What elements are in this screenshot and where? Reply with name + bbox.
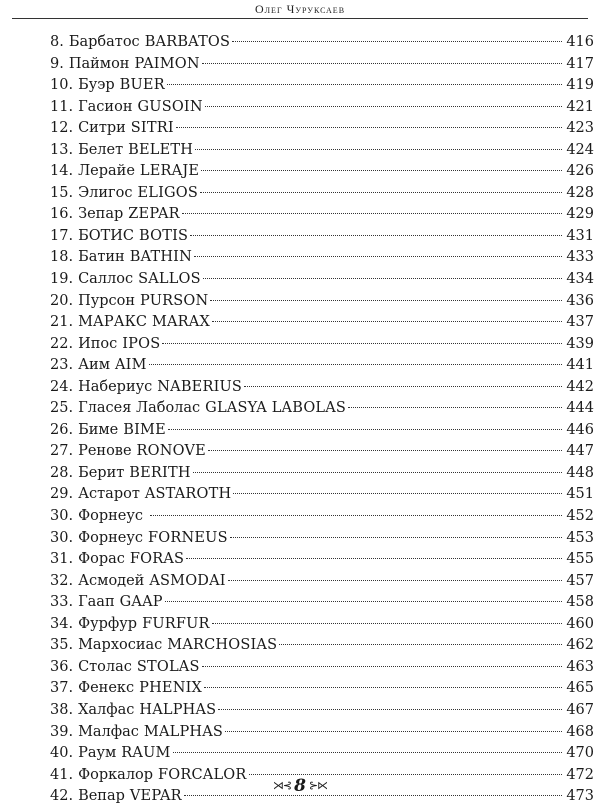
entry-number: 41. (50, 766, 74, 783)
entry-title-ru: Ипос (78, 335, 118, 352)
entry-page-number: 457 (566, 572, 594, 589)
dot-leader (210, 300, 562, 301)
entry-number: 15. (50, 184, 74, 201)
entry-page-number: 452 (566, 508, 594, 525)
dot-leader (233, 493, 562, 494)
entry-title-latin: IPOS (122, 335, 161, 352)
entry-title-ru: Ренове (78, 443, 132, 460)
toc-entry (50, 614, 594, 636)
entry-title-latin: MARCHOSIAS (167, 637, 278, 654)
entry-title-latin: ELIGOS (137, 184, 199, 201)
entry-title-ru: Пурсон (78, 292, 136, 309)
entry-title-ru: Асмодей (78, 572, 145, 589)
entry-page-number: 451 (566, 486, 594, 503)
toc-entry (50, 571, 594, 593)
entry-title-ru: Батин (78, 249, 125, 266)
dot-leader (195, 149, 562, 150)
dot-leader (165, 601, 562, 602)
dot-leader (279, 644, 562, 645)
entry-page-number: 423 (566, 120, 594, 137)
entry-page-number: 433 (566, 249, 594, 266)
entry-page-number: 437 (566, 314, 594, 331)
entry-page-number: 470 (566, 745, 594, 762)
dot-leader (218, 709, 562, 710)
entry-number: 34. (50, 615, 74, 632)
toc-entry (50, 226, 594, 248)
entry-number: 37. (50, 680, 74, 697)
entry-title-ru: Берит (78, 464, 125, 481)
entry-title-ru: Гаап (78, 594, 115, 611)
toc-entry (50, 484, 594, 506)
entry-title-latin: FURFUR (142, 615, 210, 632)
entry-title-ru: Фенекс (78, 680, 135, 697)
entry-page-number: 431 (566, 227, 594, 244)
entry-title-latin: BIME (123, 421, 166, 438)
entry-number: 8. (50, 34, 64, 50)
entry-title-ru: Лерайе (78, 163, 135, 180)
entry-number: 27. (50, 443, 74, 460)
entry-title-latin: BUER (119, 77, 165, 94)
entry-number: 14. (50, 163, 74, 180)
toc-entry (50, 722, 594, 744)
entry-page-number: 462 (566, 637, 594, 654)
entry-title-ru: Элигос (78, 184, 133, 201)
entry-number: 12. (50, 120, 74, 137)
dot-leader (244, 386, 562, 387)
toc-entry (50, 32, 594, 54)
entry-title-ru: Белет (78, 141, 124, 158)
toc-entry (50, 355, 594, 377)
dot-leader (202, 63, 562, 64)
entry-title-ru: Вепар (78, 788, 125, 805)
toc-entry (50, 54, 594, 76)
dot-leader (249, 774, 562, 775)
entry-title-latin: RONOVE (136, 443, 206, 460)
dot-leader (162, 343, 562, 344)
entry-title-latin: PAIMON (134, 55, 200, 72)
entry-title-ru: Гласея Лаболас (78, 400, 201, 417)
toc-entry (50, 97, 594, 119)
dot-leader (201, 170, 562, 171)
entry-title-latin: FORAS (129, 551, 185, 568)
entry-title-ru: Форнеус (78, 529, 144, 546)
entry-page-number: 434 (566, 271, 594, 288)
entry-page-number: 439 (566, 335, 594, 352)
toc-entry (50, 592, 594, 614)
entry-page-number: 441 (566, 357, 594, 374)
toc-entry (50, 420, 594, 442)
toc-entry (50, 183, 594, 205)
dot-leader (203, 278, 562, 279)
entry-number: 33. (50, 594, 74, 611)
entry-number: 40. (50, 745, 74, 762)
dot-leader (230, 537, 562, 538)
toc-entry (50, 657, 594, 679)
entry-page-number: 455 (566, 551, 594, 568)
entry-title-latin: BOTIS (139, 227, 189, 244)
entry-page-number: 416 (566, 34, 594, 50)
dot-leader (186, 558, 562, 559)
entry-number: 30. (50, 508, 74, 525)
entry-title-latin: FORNEUS (148, 529, 228, 546)
toc-entry (50, 75, 594, 97)
entry-title-latin: HALPHAS (139, 701, 217, 718)
dot-leader (225, 731, 562, 732)
entry-page-number: 472 (566, 766, 594, 783)
entry-number: 11. (50, 98, 74, 115)
page-footer (0, 776, 600, 796)
toc-entry (50, 247, 594, 269)
entry-number: 21. (50, 314, 74, 331)
entry-number: 17. (50, 227, 74, 244)
entry-title-latin: ZEPAR (128, 206, 180, 223)
dot-leader (190, 235, 562, 236)
dot-leader (149, 364, 562, 365)
entry-number: 30. (50, 529, 74, 546)
entry-page-number: 463 (566, 658, 594, 675)
entry-number: 39. (50, 723, 74, 740)
entry-title-ru: Саллос (78, 271, 134, 288)
entry-title-latin: VEPAR (129, 788, 182, 805)
entry-page-number: 465 (566, 680, 594, 697)
entry-number: 19. (50, 271, 74, 288)
dot-leader (202, 666, 562, 667)
toc-entry (50, 463, 594, 485)
dot-leader (193, 472, 562, 473)
page-number: 8 (294, 776, 306, 796)
toc-entry (50, 743, 594, 765)
toc-entry (50, 312, 594, 334)
dot-leader (205, 106, 562, 107)
toc-entry (50, 291, 594, 313)
header-rule (12, 18, 588, 19)
dot-leader (167, 84, 562, 85)
toc-entry (50, 678, 594, 700)
dot-leader (228, 580, 562, 581)
entry-title-ru: МАРАКС (78, 314, 147, 331)
toc-entry (50, 269, 594, 291)
entry-title-latin: LERAJE (139, 163, 200, 180)
entry-page-number: 442 (566, 378, 594, 395)
entry-title-latin: STOLAS (136, 658, 200, 675)
entry-title-latin: SITRI (130, 120, 174, 137)
entry-title-latin: BARBATOS (144, 34, 231, 50)
entry-page-number: 424 (566, 141, 594, 158)
dot-leader (182, 213, 562, 214)
running-header (0, 0, 600, 20)
entry-title-latin: ASMODAI (149, 572, 226, 589)
dot-leader (212, 321, 562, 322)
entry-title-ru: Буэр (78, 77, 115, 94)
dot-leader (176, 127, 562, 128)
entry-number: 25. (50, 400, 74, 417)
entry-number: 28. (50, 464, 74, 481)
entry-title-latin: GUSOIN (137, 98, 203, 115)
entry-title-latin: GLASYA LABOLAS (205, 400, 347, 417)
entry-number: 29. (50, 486, 74, 503)
toc-entry (50, 118, 594, 140)
entry-title-latin: MALPHAS (143, 723, 224, 740)
entry-number: 9. (50, 55, 64, 72)
entry-number: 32. (50, 572, 74, 589)
toc-entry (50, 161, 594, 183)
entry-number: 35. (50, 637, 74, 654)
entry-title-ru: БОТИС (78, 227, 135, 244)
entry-page-number: 447 (566, 443, 594, 460)
entry-title-ru: Гасион (78, 98, 133, 115)
ornament-right-icon: ⊱⋉ (308, 779, 328, 792)
toc-entry (50, 334, 594, 356)
entry-title-ru: Халфас (78, 701, 135, 718)
running-title: Олег Чуруксаев (254, 2, 346, 16)
entry-title-ru: Малфас (78, 723, 139, 740)
entry-title-latin: AIM (115, 357, 147, 374)
entry-title-ru: Фурфур (78, 615, 138, 632)
entry-page-number: 458 (566, 594, 594, 611)
entry-title-latin: RAUM (121, 745, 171, 762)
dot-leader (204, 687, 562, 688)
entry-title-ru: Паймон (68, 55, 130, 72)
entry-number: 20. (50, 292, 74, 309)
dot-leader (348, 407, 562, 408)
entry-page-number: 453 (566, 529, 594, 546)
entry-number: 13. (50, 141, 74, 158)
entry-page-number: 429 (566, 206, 594, 223)
entry-number: 22. (50, 335, 74, 352)
entry-number: 16. (50, 206, 74, 223)
entry-page-number: 436 (566, 292, 594, 309)
entry-title-ru: Аим (78, 357, 110, 374)
toc-entry (50, 506, 594, 528)
dot-leader (194, 256, 562, 257)
entry-title-ru: Форкалор (78, 766, 154, 783)
entry-title-latin: FORCALOR (158, 766, 247, 783)
dot-leader (212, 623, 562, 624)
toc-entry (50, 140, 594, 162)
entry-title-latin: SALLOS (138, 271, 201, 288)
entry-title-ru: Ситри (78, 120, 126, 137)
entry-page-number: 444 (566, 400, 594, 417)
entry-page-number: 467 (566, 701, 594, 718)
dot-leader (168, 429, 562, 430)
entry-title-latin: BATHIN (129, 249, 192, 266)
entry-title-latin: MARAX (151, 314, 210, 331)
entry-number: 24. (50, 378, 74, 395)
dot-leader (208, 450, 562, 451)
entry-title-latin: BELETH (128, 141, 194, 158)
entry-title-ru: Барбатос (68, 34, 140, 50)
entry-number: 18. (50, 249, 74, 266)
entry-title-latin: PURSON (140, 292, 209, 309)
entry-number: 38. (50, 701, 74, 718)
entry-page-number: 446 (566, 421, 594, 438)
toc-entry (50, 398, 594, 420)
toc-entry (50, 549, 594, 571)
entry-number: 42. (50, 788, 74, 805)
entry-title-ru: Набериус (78, 378, 153, 395)
entry-number: 23. (50, 357, 74, 374)
entry-number: 26. (50, 421, 74, 438)
toc-entry (50, 377, 594, 399)
entry-page-number: 421 (566, 98, 594, 115)
entry-page-number: 419 (566, 77, 594, 94)
dot-leader (173, 752, 562, 753)
entry-title-ru: Астарот (78, 486, 140, 503)
entry-title-latin: ASTAROTH (144, 486, 232, 503)
toc-entry (50, 700, 594, 722)
dot-leader (232, 41, 562, 42)
dot-leader (200, 192, 562, 193)
ornament-left-icon: ⋊⊰ (272, 779, 292, 792)
entry-title-ru: Мархосиас (78, 637, 163, 654)
entry-title-ru: Раум (78, 745, 117, 762)
entry-page-number: 448 (566, 464, 594, 481)
dot-leader (150, 515, 562, 516)
entry-title-ru: Биме (78, 421, 119, 438)
entry-title-latin: PHENIX (139, 680, 203, 697)
entry-page-number: 428 (566, 184, 594, 201)
entry-title-ru: Зепар (78, 206, 124, 223)
entry-title-latin: GAAP (119, 594, 163, 611)
entry-number: 31. (50, 551, 74, 568)
entry-title-latin: NABERIUS (157, 378, 243, 395)
entry-title-ru: Форас (78, 551, 125, 568)
entry-title-ru: Столас (78, 658, 132, 675)
toc-entry (50, 441, 594, 463)
table-of-contents (50, 32, 594, 808)
entry-title-ru: Форнеус (78, 508, 144, 525)
entry-page-number: 426 (566, 163, 594, 180)
toc-entry (50, 528, 594, 550)
entry-page-number: 460 (566, 615, 594, 632)
entry-title-latin: BERITH (129, 464, 191, 481)
entry-page-number: 417 (566, 55, 594, 72)
entry-page-number: 473 (566, 788, 594, 805)
toc-entry (50, 204, 594, 226)
entry-number: 36. (50, 658, 74, 675)
entry-number: 10. (50, 77, 74, 94)
toc-entry (50, 635, 594, 657)
entry-page-number: 468 (566, 723, 594, 740)
